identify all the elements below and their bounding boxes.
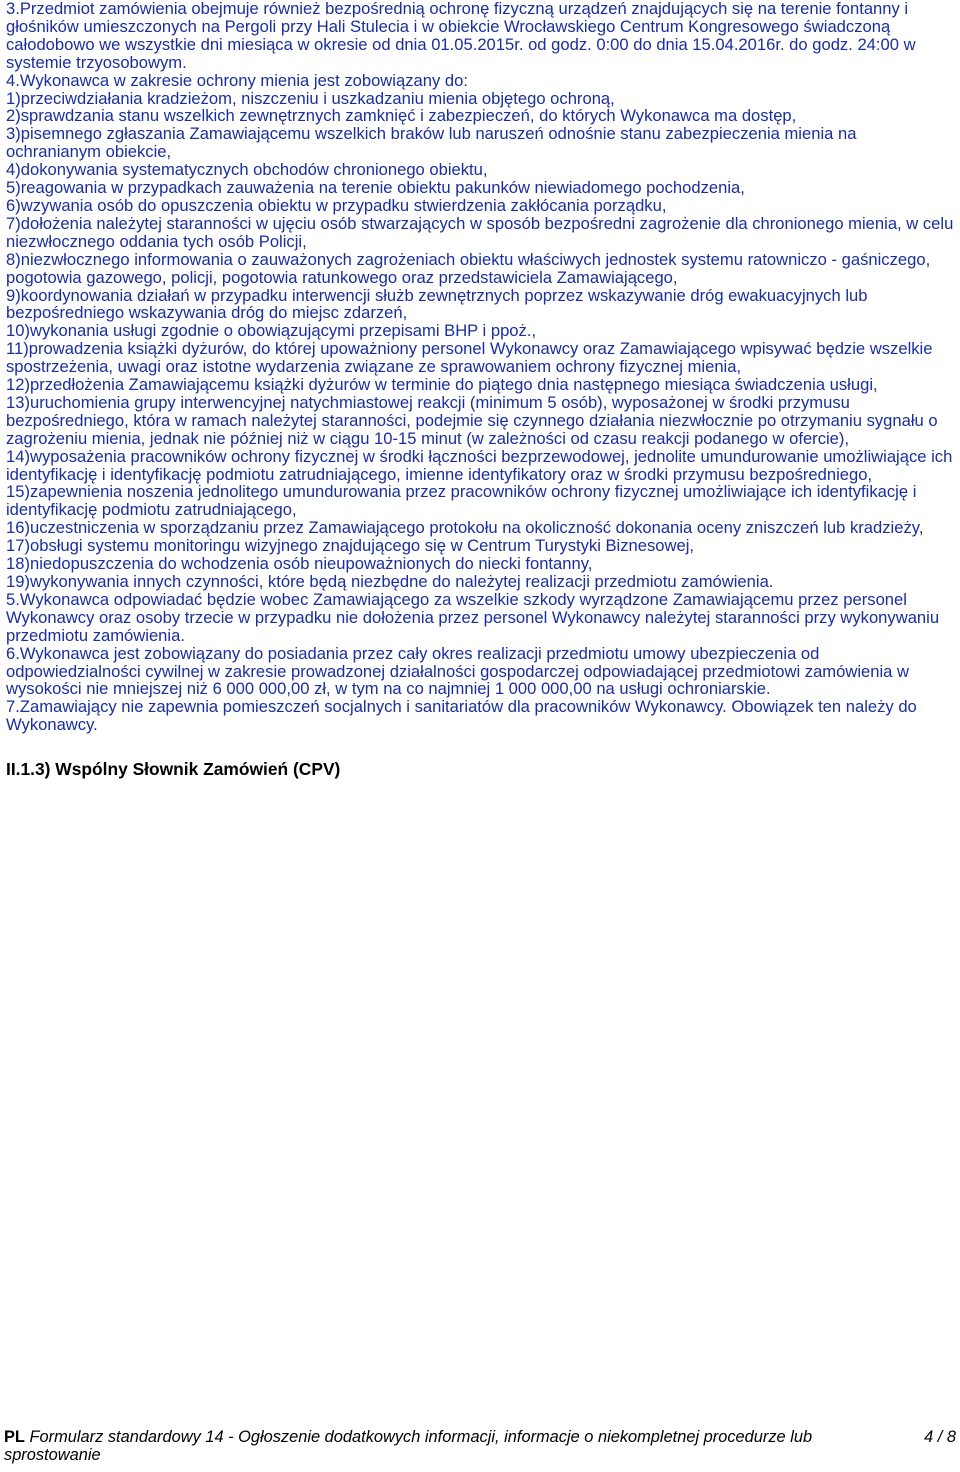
- list-item: 8)niezwłocznego informowania o zauważonych zagrożeniach obiektu właściwych jednostek systemu ratowniczo - gaśniczego, pogotowia gazowego, policji, pogotowia ratunkowego oraz przedstawiciela Zamawiającego,: [6, 249, 931, 287]
- list-item: 19)wykonywania innych czynności, które będą niezbędne do należytej realizacji przedmiotu zamówienia.: [6, 572, 774, 591]
- paragraph-item-4: 4.Wykonawca w zakresie ochrony mienia jest zobowiązany do:: [6, 70, 468, 90]
- list-item: 17)obsługi systemu monitoringu wizyjnego znajdującego się w Centrum Turystyki Biznesowej,: [6, 536, 695, 556]
- list-item: 10)wykonania usługi zgodnie o obowiązującymi przepisami BHP i ppoż.,: [6, 321, 537, 341]
- footer-form-title: Formularz standardowy 14 - Ogłoszenie dodatkowych informacji, informacje o niekompletnej procedurze lub sprostowanie: [4, 1428, 813, 1464]
- list-item: 16)uczestniczenia w sporządzaniu przez Zamawiającego protokołu na okoliczność dokonania oceny zniszczeń lub kradzieży,: [6, 518, 924, 538]
- paragraph-item-3: 3.Przedmiot zamówienia obejmuje również bezpośrednią ochronę fizyczną urządzeń znajdujących się na terenie fontanny i głośników umieszczonych na Pergoli przy Hali Stulecia i w obiekcie Wrocławskiego Centrum Kongresowego świadczoną całodobowo we wszystkie dni miesiąca w okresie od dnia 01.05.2015r. od godz. 0:00 do dnia 15.04.2016r. do godz. 24:00 w systemie trzyosobowym.: [6, 0, 916, 72]
- list-item: 5)reagowania w przypadkach zauważenia na terenie obiektu pakunków niewiadomego pochodzenia,: [6, 178, 745, 198]
- paragraph-item-7: 7.Zamawiający nie zapewnia pomieszczeń socjalnych i sanitariatów dla pracowników Wykonawcy. Obowiązek ten należy do Wykonawcy.: [6, 697, 917, 735]
- list-item: 12)przedłożenia Zamawiającemu książki dyżurów w terminie do piątego dnia następnego miesiąca świadczenia usługi,: [6, 375, 878, 395]
- section-heading-cpv: II.1.3) Wspólny Słownik Zamówień (CPV): [6, 759, 341, 780]
- footer-left: [4, 1428, 874, 1464]
- list-item: 11)prowadzenia książki dyżurów, do której upoważniony personel Wykonawcy oraz Zamawiającego wpisywać będzie wszelkie spostrzeżenia, uwagi oraz istotne wydarzenia związane ze sprawowaniem ochrony fizycznej mienia,: [6, 339, 933, 377]
- list-item: 7)dołożenia należytej staranności w ujęciu osób stwarzających w sposób bezpośredni zagrożenie dla chronionego mienia, w celu niezwłocznego oddania tych osób Policji,: [6, 213, 954, 251]
- list-item: 2)sprawdzania stanu wszelkich zewnętrznych zamknięć i zabezpieczeń, do których Wykonawca ma dostęp,: [6, 106, 797, 126]
- list-item: 6)wzywania osób do opuszczenia obiektu w przypadku stwierdzenia zakłócania porządku,: [6, 195, 667, 215]
- footer-language: PL: [4, 1428, 25, 1446]
- list-item: 13)uruchomienia grupy interwencyjnej natychmiastowej reakcji (minimum 5 osób), wyposażonej w środki przymusu bezpośredniego, która w ramach należytej staranności, podejmie się czynnego działania niezwłocznie po otrzymaniu sygnału o zagrożeniu mienia, jednak nie później niż w ciągu 10-15 minut (w zależności od czasu reakcji podanego w ofercie),: [6, 392, 938, 448]
- page-footer: [4, 1428, 956, 1464]
- list-item: 14)wyposażenia pracowników ochrony fizycznej w środki łączności bezprzewodowej, jednolite umundurowanie umożliwiające ich identyfikację i identyfikację podmiotu zatrudniającego, imienne identyfikatory oraz w środki przymusu bezpośredniego,: [6, 446, 953, 484]
- list-item: 15)zapewnienia noszenia jednolitego umundurowania przez pracowników ochrony fizycznej umożliwiające ich identyfikację i identyfikację podmiotu zatrudniającego,: [6, 482, 917, 520]
- list-item: 18)niedopuszczenia do wchodzenia osób nieupoważnionych do niecki fontanny,: [6, 554, 593, 574]
- list-item: 1)przeciwdziałania kradzieżom, niszczeniu i uszkadzaniu mienia objętego ochroną,: [6, 88, 615, 108]
- document-body: [6, 0, 954, 734]
- footer-page-number: 4 / 8: [924, 1428, 956, 1446]
- list-item: 3)pisemnego zgłaszania Zamawiającemu wszelkich braków lub naruszeń odnośnie stanu zabezpieczenia mienia na ochranianym obiekcie,: [6, 124, 857, 162]
- paragraph-item-6: 6.Wykonawca jest zobowiązany do posiadania przez cały okres realizacji przedmiotu umowy ubezpieczenia od odpowiedzialności cywilnej w zakresie prowadzonej działalności gospodarczej odpowiadającej przedmiotowi zamówienia w wysokości nie mniejszej niż 6 000 000,00 zł, w tym na co najmniej 1 000 000,00 na usługi ochroniarskie.: [6, 643, 909, 699]
- paragraph-item-5: 5.Wykonawca odpowiadać będzie wobec Zamawiającego za wszelkie szkody wyrządzone Zamawiającemu przez personel Wykonawcy oraz osoby trzecie w przypadku nie dołożenia przez personel Wykonawcy należytej staranności przy wykonywaniu przedmiotu zamówienia.: [6, 589, 940, 645]
- document-content: [6, 0, 954, 779]
- list-item: 4)dokonywania systematycznych obchodów chronionego obiektu,: [6, 160, 488, 180]
- list-item: 9)koordynowania działań w przypadku interwencji służb zewnętrznych poprzez wskazywanie dróg ewakuacyjnych lub bezpośredniego wskazywania dróg do miejsc zdarzeń,: [6, 285, 868, 323]
